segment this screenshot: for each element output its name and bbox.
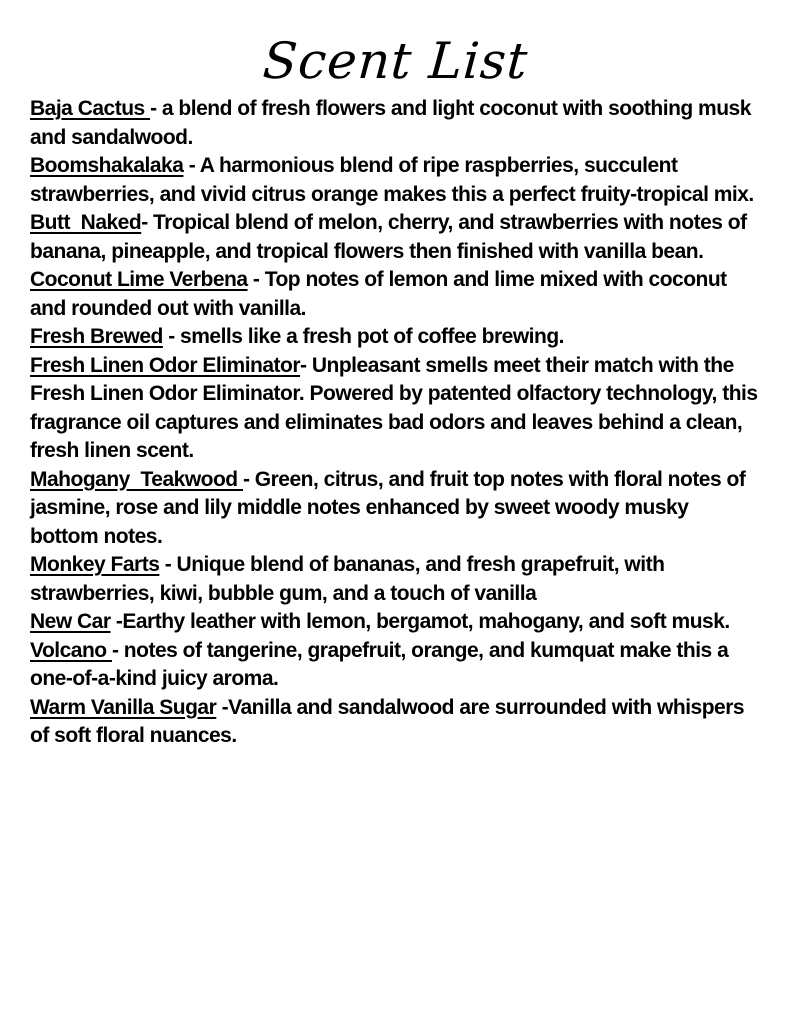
- scent-name: Butt Naked: [30, 211, 142, 234]
- scent-entry: [30, 551, 761, 608]
- scent-desc: - smells like a fresh pot of coffee brewing.: [162, 325, 564, 348]
- scent-desc: - Green, citrus, and fruit top notes with floral notes of jasmine, rose and lily middle notes enhanced by sweet woody musky bottom notes.: [30, 467, 751, 548]
- scent-entry: [30, 466, 761, 552]
- page-title: Scent List: [261, 32, 531, 90]
- scent-desc: - A harmonious blend of ripe raspberries, succulent strawberries, and vivid citrus orange makes this a perfect fruity-tropical mix.: [30, 154, 754, 206]
- scent-name: New Car: [30, 610, 111, 633]
- scent-name: Monkey Farts: [30, 553, 160, 576]
- scent-entry: [30, 608, 761, 637]
- scent-name: Coconut Lime Verbena: [30, 268, 248, 291]
- scent-desc: - Unpleasant smells meet their match with the Fresh Linen Odor Eliminator. Powered by patented olfactory technology, this fragrance oil captures and eliminates bad odors and leaves behind a clean, fresh linen scent.: [30, 353, 763, 462]
- scent-entry: [30, 95, 761, 152]
- scent-list: [0, 95, 791, 751]
- scent-name: Boomshakalaka: [30, 154, 184, 177]
- scent-desc: - a blend of fresh flowers and light coconut with soothing musk and sandalwood.: [30, 97, 757, 149]
- scent-entry: [30, 352, 761, 466]
- scent-entry: [30, 152, 761, 209]
- scent-desc: -Earthy leather with lemon, bergamot, mahogany, and soft musk.: [110, 610, 730, 633]
- scent-name: Fresh Linen Odor Eliminator: [30, 353, 301, 377]
- scent-entry: [30, 209, 761, 266]
- scent-name: Fresh Brewed: [30, 325, 163, 348]
- scent-name: Baja Cactus: [30, 97, 151, 120]
- scent-entry: [30, 637, 761, 694]
- scent-name: Mahogany Teakwood: [30, 467, 243, 491]
- scent-name: Warm Vanilla Sugar: [30, 695, 217, 719]
- scent-desc: - Tropical blend of melon, cherry, and strawberries with notes of banana, pineapple, and tropical flowers then finished with vanilla bean.: [30, 211, 752, 263]
- scent-name: Volcano: [30, 638, 112, 662]
- scent-entry: [30, 694, 761, 751]
- scent-desc: - Top notes of lemon and lime mixed with coconut and rounded out with vanilla.: [30, 268, 733, 320]
- scent-entry: [30, 323, 761, 352]
- scent-desc: -Vanilla and sandalwood are surrounded with whispers of soft floral nuances.: [30, 695, 750, 747]
- scent-desc: - Unique blend of bananas, and fresh grapefruit, with strawberries, kiwi, bubble gum, and a touch of vanilla: [30, 553, 670, 605]
- scent-entry: [30, 266, 761, 323]
- scent-desc: - notes of tangerine, grapefruit, orange, and kumquat make this a one-of-a-kind juicy aroma.: [30, 638, 734, 690]
